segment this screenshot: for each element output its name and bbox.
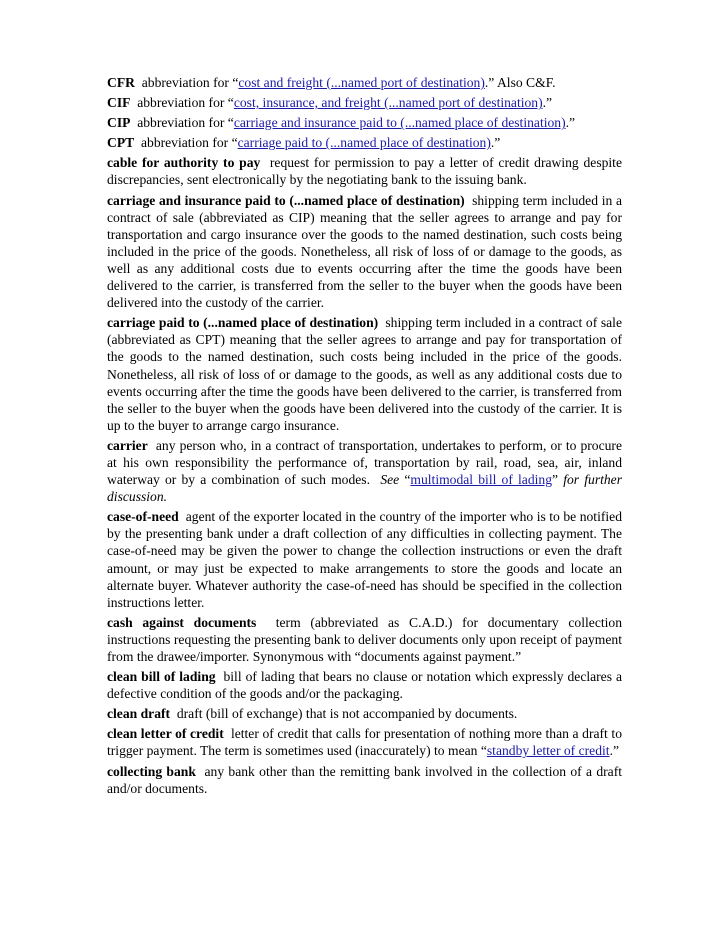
term: cable for authority to pay	[107, 155, 261, 171]
term: carrier	[107, 437, 148, 453]
entry-cif	[107, 94, 622, 111]
definition: draft (bill of exchange) that is not accompanied by documents.	[176, 706, 518, 722]
entry-clean-bill-of-lading	[107, 668, 622, 702]
entry-cpt	[107, 134, 622, 151]
entry-cable-for-authority-to-pay	[107, 154, 622, 188]
see-tail: for further discussion.	[107, 472, 623, 505]
definition-suffix: .” Also C&F.	[484, 75, 556, 90]
quote-open: “	[404, 472, 411, 488]
definition: any bank other than the remitting bank involved in the collection of a draft and/or documents.	[107, 763, 622, 796]
entry-case-of-need	[107, 508, 622, 611]
term: CPT	[107, 135, 135, 151]
entry-carrier	[107, 437, 622, 505]
see-label: See	[380, 472, 400, 488]
cross-reference-link[interactable]: cost and freight (...named port of destination)	[238, 75, 485, 90]
term: carriage and insurance paid to (...named place of destination)	[107, 192, 465, 208]
term: CFR	[107, 75, 135, 90]
entry-cash-against-documents	[107, 614, 622, 665]
definition: shipping term included in a contract of sale (abbreviated as CPT) meaning that the seller agrees to arrange and pay for transportation of the goods to the named destination, such costs being included in the price of the goods. Nonetheless, all risk of loss of or damage to the goods, as well as any additional costs due to events occurring after the time the goods have been delivered to the carrier, is transferred from the seller to the buyer when the goods have been delivered into the custody of the carrier. It is up to the buyer to arrange cargo insurance.	[107, 315, 622, 433]
definition: letter of credit that calls for presentation of nothing more than a draft to trigger payment. The term is sometimes used (inaccurately) to mean “	[107, 726, 622, 759]
cross-reference-link[interactable]: multimodal bill of lading	[410, 472, 552, 488]
definition-prefix: abbreviation for “	[140, 135, 238, 151]
term: clean bill of lading	[107, 669, 216, 685]
definition: agent of the exporter located in the country of the importer who is to be notified by the presenting bank under a draft collection of any difficulties in collecting payment. The case-of-need may be given the power to change the collection instructions or even the draft amount, or may just be expected to make arrangements to store the goods and locate an alternate buyer. Whatever authority the case-of-need has should be specified in the collection instructions letter.	[107, 509, 622, 610]
entry-carriage-and-insurance-paid-to	[107, 192, 622, 312]
definition-suffix: .”	[490, 135, 501, 151]
term: clean draft	[107, 706, 171, 722]
entry-clean-letter-of-credit	[107, 725, 622, 759]
term: case-of-need	[107, 509, 179, 525]
entry-cfr	[107, 74, 622, 91]
definition-suffix: .”	[542, 95, 553, 111]
cross-reference-link[interactable]: standby letter of credit	[486, 743, 610, 759]
definition-suffix: .”	[565, 115, 576, 131]
quote-close: ”	[552, 472, 559, 488]
cross-reference-link[interactable]: cost, insurance, and freight (...named port of destination)	[233, 95, 543, 111]
cross-reference-link[interactable]: carriage paid to (...named place of destination)	[237, 135, 491, 151]
entry-clean-draft	[107, 705, 622, 722]
cross-reference-link[interactable]: carriage and insurance paid to (...named place of destination)	[233, 115, 566, 131]
definition-suffix: .”	[609, 743, 619, 759]
definition-prefix: abbreviation for “	[141, 75, 239, 90]
entry-cip	[107, 114, 622, 131]
term: cash against documents	[107, 614, 257, 630]
entry-carriage-paid-to	[107, 314, 622, 434]
definition: term (abbreviated as C.A.D.) for documentary collection instructions requesting the presenting bank to deliver documents only upon receipt of payment from the drawee/importer. Synonymous with “documents against payment.”	[107, 614, 622, 664]
definition: bill of lading that bears no clause or notation which expressly declares a defective condition of the goods and/or the packaging.	[107, 669, 622, 702]
definition-prefix: abbreviation for “	[137, 95, 234, 111]
definition: request for permission to pay a letter of credit drawing despite discrepancies, sent electronically by the negotiating bank to the issuing bank.	[107, 155, 622, 188]
entry-collecting-bank	[107, 763, 622, 797]
term: CIF	[107, 95, 131, 111]
term: CIP	[107, 115, 131, 131]
term: collecting bank	[107, 763, 196, 779]
definition: any person who, in a contract of transportation, undertakes to perform, or to procure at his own responsibility the performance of, transportation by rail, road, sea, air, inland waterway or by a combination of such modes.	[107, 437, 622, 488]
definition-prefix: abbreviation for “	[137, 115, 234, 131]
term: carriage paid to (...named place of destination)	[107, 315, 379, 331]
term: clean letter of credit	[107, 726, 224, 742]
definition: shipping term included in a contract of sale (abbreviated as CIP) meaning that the seller agrees to arrange and pay for transportation and cargo insurance over the goods to the named destination, such costs being included in the price of the goods. Nonetheless, all risk of loss of or damage to the goods, as well as any additional costs due to events occurring after the time the goods have been delivered to the carrier, is transferred from the seller to the buyer when the goods have been delivered into the custody of the carrier.	[107, 192, 623, 311]
